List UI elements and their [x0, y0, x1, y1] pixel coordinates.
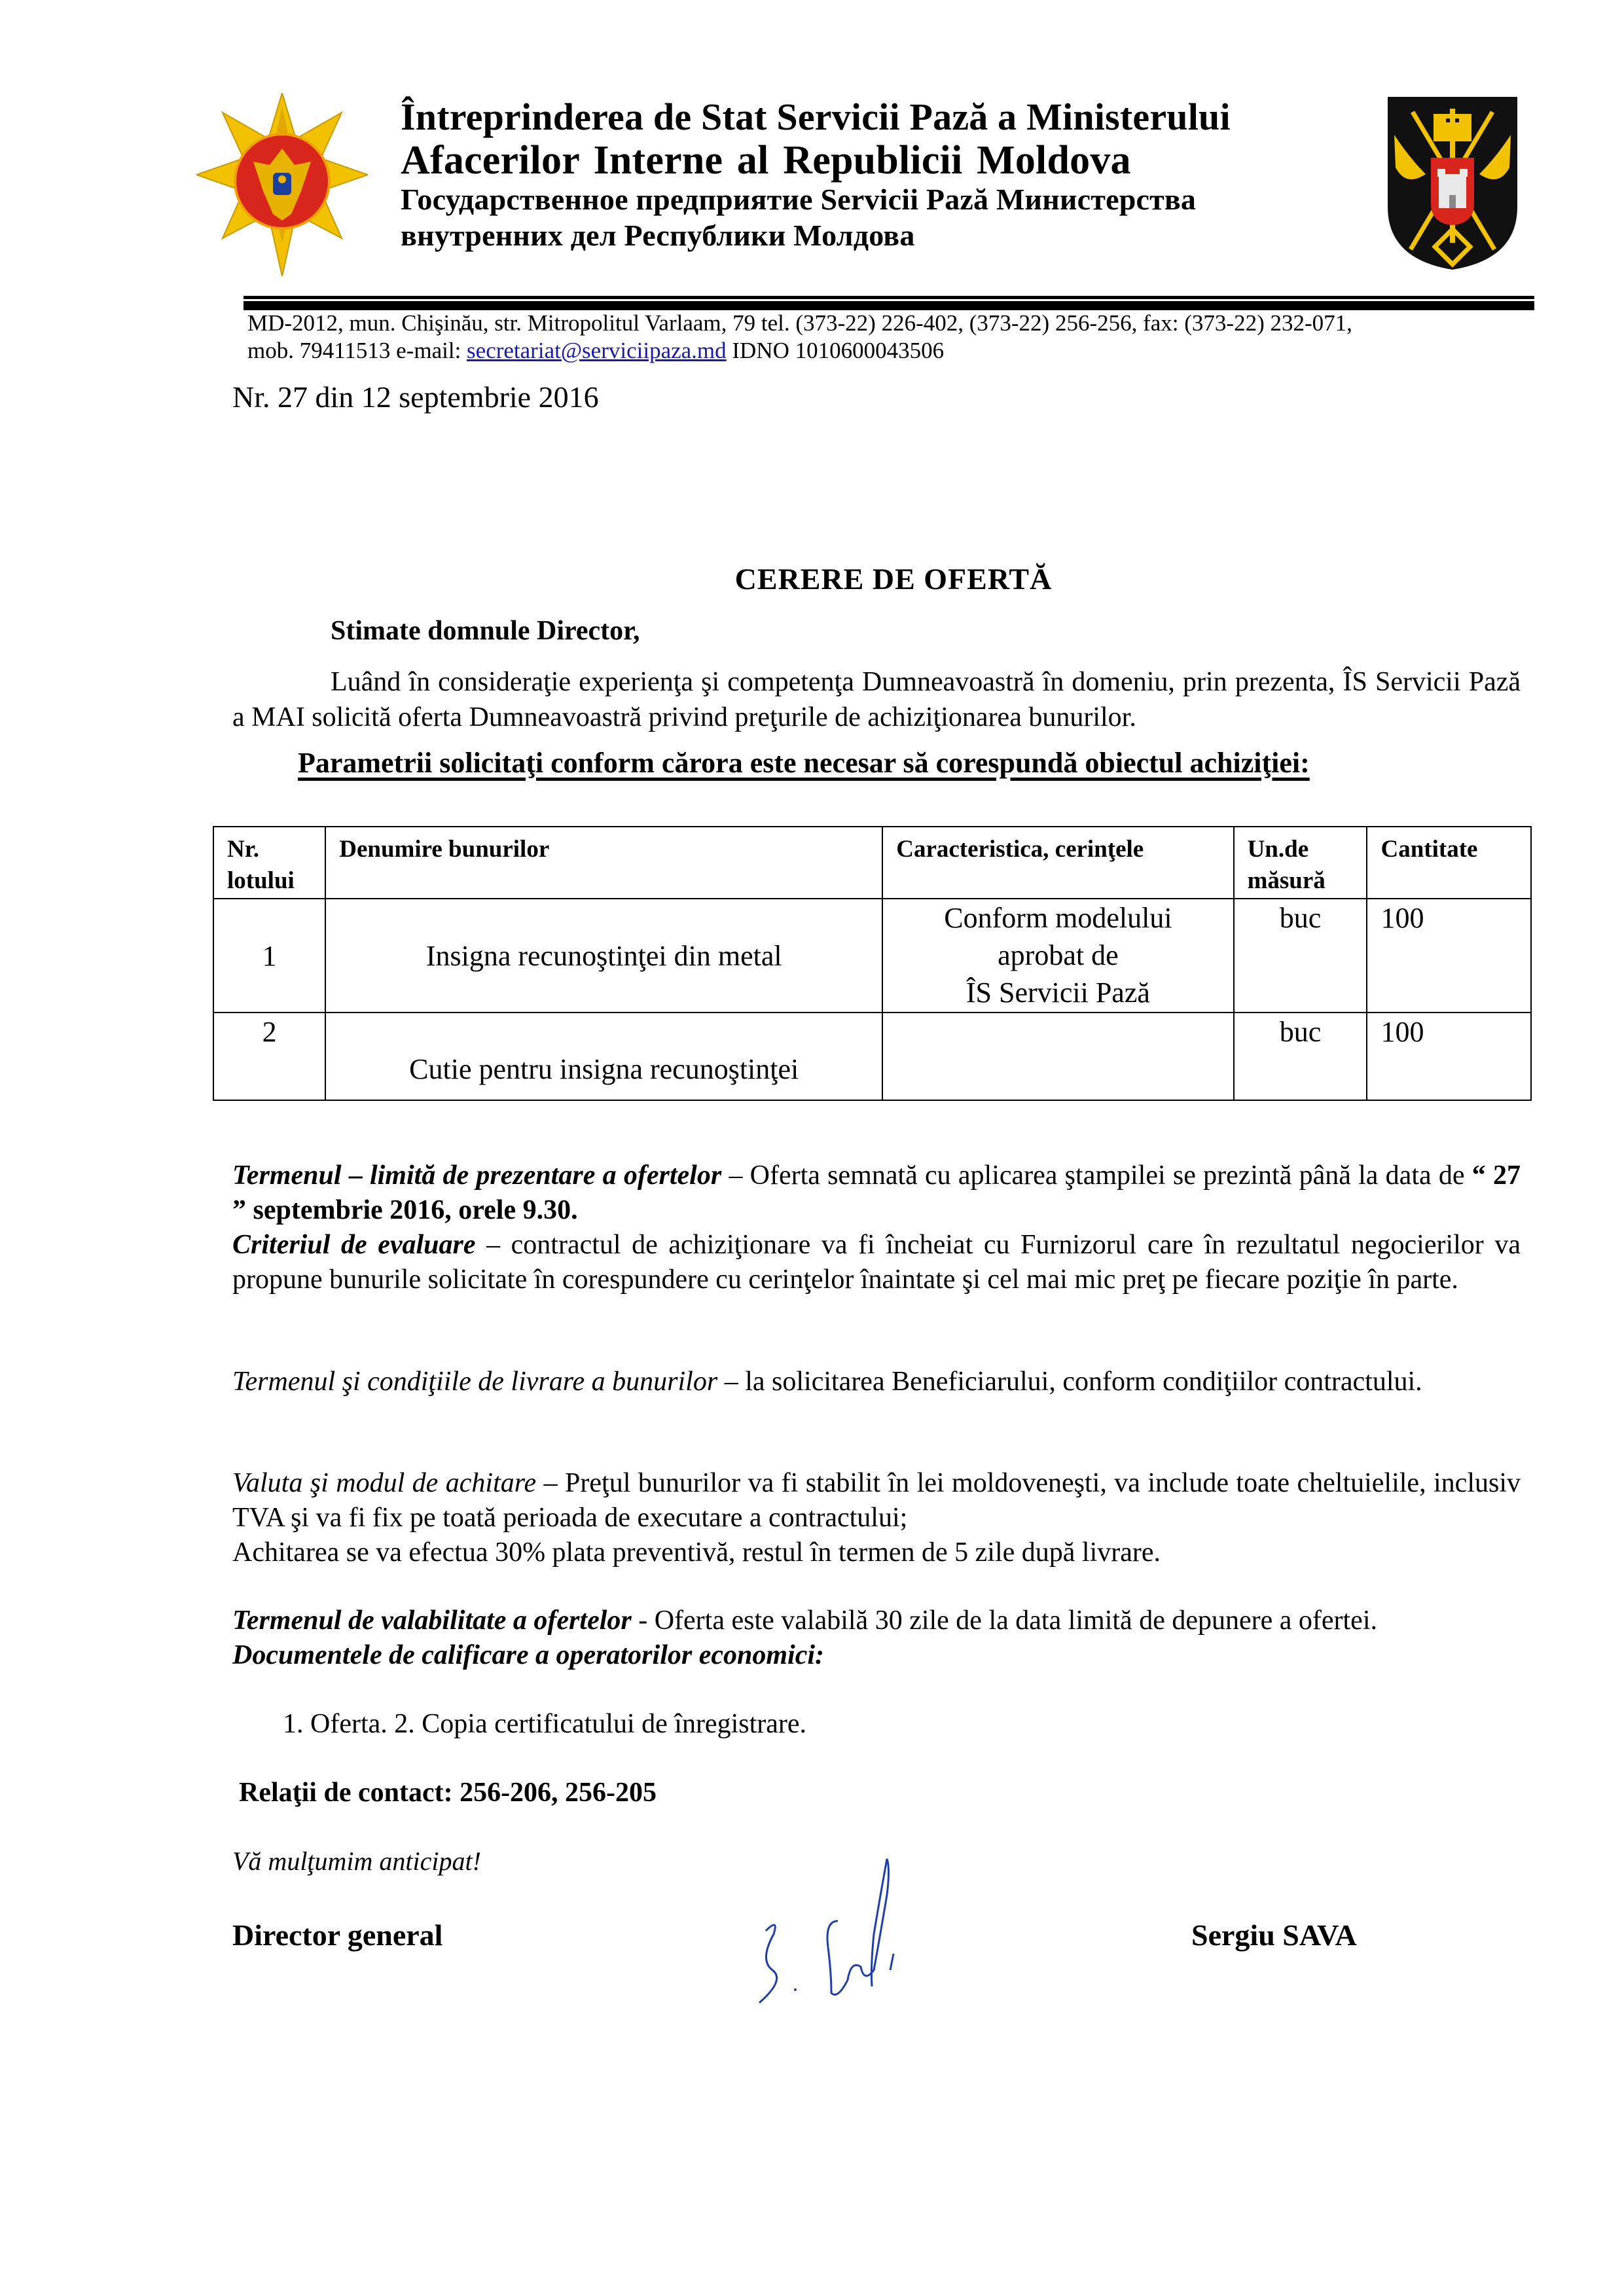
docs-label: Documentele de calificare a operatorilor economici: [232, 1640, 824, 1670]
cell-qty: 100 [1367, 899, 1531, 1013]
deadline-text: – Oferta semnată cu aplicarea ştampilei se prezintă până la data de [721, 1160, 1472, 1191]
delivery-text: – la solicitarea Beneficiarului, conform condiţiilor contractului. [717, 1367, 1422, 1397]
handwritten-signature-icon [733, 1856, 995, 2013]
table-row [213, 1013, 1531, 1100]
header-unit: Un.de măsură [1234, 827, 1367, 899]
deadline-criteria-section: Termenul – limită de prezentare a ofertelor – Oferta semnată cu aplicarea ştampilei se prezintă până la data de “ 27 ” septembrie 2016, orele 9.30. Criteriul de evaluare – contractul de achiziţionare va fi încheiat cu Furnizorul care în rezultatul negocierilor va propune bunurile solicitate în corespundere cu cerinţelor înaintate şi cel mai mic preţ pe fiecare poziţie în parte. [232, 1160, 1521, 1295]
cell-spec: Conform modelului aprobat de ÎS Servicii Pază [882, 899, 1233, 1013]
table-row [213, 899, 1531, 1013]
lots-table [213, 826, 1532, 1101]
mobile-text: mob. 79411513 e-mail: [247, 338, 467, 363]
contact-line [247, 338, 944, 364]
thanks-line: Vă mulţumim anticipat! [232, 1846, 481, 1876]
letterhead-rule-thick [244, 301, 1534, 310]
cell-unit: buc [1234, 1013, 1367, 1100]
signatory-role: Director general [232, 1918, 443, 1952]
document-number: Nr. 27 din 12 septembrie 2016 [232, 380, 599, 414]
servicii-paza-coat-of-arms-icon [1386, 96, 1519, 271]
payment-text: – Preţul bunurilor va fi stabilit în lei moldoveneşti, va include toate cheltuielile, inclusiv TVA şi va fi fix pe toată perioada de executare a contractului; [232, 1468, 1521, 1533]
cell-name: Insigna recunoştinţei din metal [325, 899, 882, 1013]
org-name-ru-line1: Государственное предприятие Servicii Pază Министерства [401, 183, 1197, 216]
deadline-date: “ 27 ” septembrie 2016, orele 9.30. [232, 1160, 1521, 1225]
cell-unit: buc [1234, 899, 1367, 1013]
cell-qty: 100 [1367, 1013, 1531, 1100]
criteria-label: Criteriul de evaluare [232, 1230, 476, 1260]
docs-list: 1. Oferta. 2. Copia certificatului de înregistrare. [283, 1709, 807, 1739]
header-qty: Cantitate [1367, 827, 1531, 899]
header-nr: Nr. lotului [213, 827, 325, 899]
payment-section [232, 1466, 1521, 1570]
document-title: CERERE DE OFERTĂ [734, 562, 1053, 596]
deadline-label-a: Termenul [232, 1160, 342, 1191]
ministry-star-emblem-icon [196, 93, 368, 276]
validity-label: Termenul de valabilitate a ofertelor [232, 1605, 632, 1636]
header-spec: Caracteristica, cerinţele [882, 827, 1233, 899]
contact-phones: Relaţii de contact: 256-206, 256-205 [239, 1778, 657, 1808]
cell-name: Cutie pentru insigna recunoştinţei [325, 1013, 882, 1100]
payment-text-2: Achitarea se va efectua 30% plata preventivă, restul în termen de 5 zile după livrare. [232, 1537, 1161, 1568]
idno-text: IDNO 1010600043506 [726, 338, 945, 363]
address-line: MD-2012, mun. Chişinău, str. Mitropolitul Varlaam, 79 tel. (373-22) 226-402, (373-22) 256-256, fax: (373-22) 232-071, [247, 310, 1352, 336]
signatory-name: Sergiu SAVA [1191, 1918, 1357, 1952]
greeting: Stimate domnule Director, [331, 616, 640, 646]
deadline-label-b: limită de prezentare a ofertelor [369, 1160, 722, 1191]
intro-paragraph: Luând în consideraţie experienţa şi competenţa Dumneavoastră în domeniu, prin prezenta, ÎS Servicii Pază a MAI solicită oferta Dumneavoastră privind preţurile de achiziţionarea bunurilor. [232, 667, 1521, 732]
cell-nr: 1 [213, 899, 325, 1013]
delivery-section [232, 1365, 1521, 1399]
table-header-row [213, 827, 1531, 899]
org-name-ro-line1: Întreprinderea de Stat Servicii Pază a Ministerului [401, 96, 1231, 138]
cell-spec [882, 1013, 1233, 1100]
criteria-text: – contractul de achiziţionare va fi încheiat cu Furnizorul care în rezultatul negocierilor va propune bunurile solicitate în corespundere cu cerinţelor înaintate şi cel mai mic preţ pe fiecare poziţie în parte. [232, 1230, 1521, 1295]
org-name-ru-line2: внутренних дел Республики Молдова [401, 219, 915, 252]
validity-section [232, 1604, 1521, 1673]
header-name: Denumire bunurilor [325, 827, 882, 899]
validity-text: - Oferta este valabilă 30 zile de la data limită de depunere a ofertei. [631, 1605, 1377, 1636]
delivery-label: Termenul şi condiţiile de livrare a bunurilor [232, 1367, 718, 1397]
email-link[interactable]: secretariat@serviciipaza.md [467, 338, 727, 363]
payment-label: Valuta şi modul de achitare [232, 1468, 537, 1498]
cell-nr: 2 [213, 1013, 325, 1100]
org-name-ro-line2: Afacerilor Interne al Republicii Moldova [401, 138, 1131, 183]
letterhead-rule-thin [244, 296, 1534, 299]
params-heading: Parametrii solicitaţi conform cărora este necesar să corespundă obiectul achiziţiei: [298, 747, 1310, 779]
